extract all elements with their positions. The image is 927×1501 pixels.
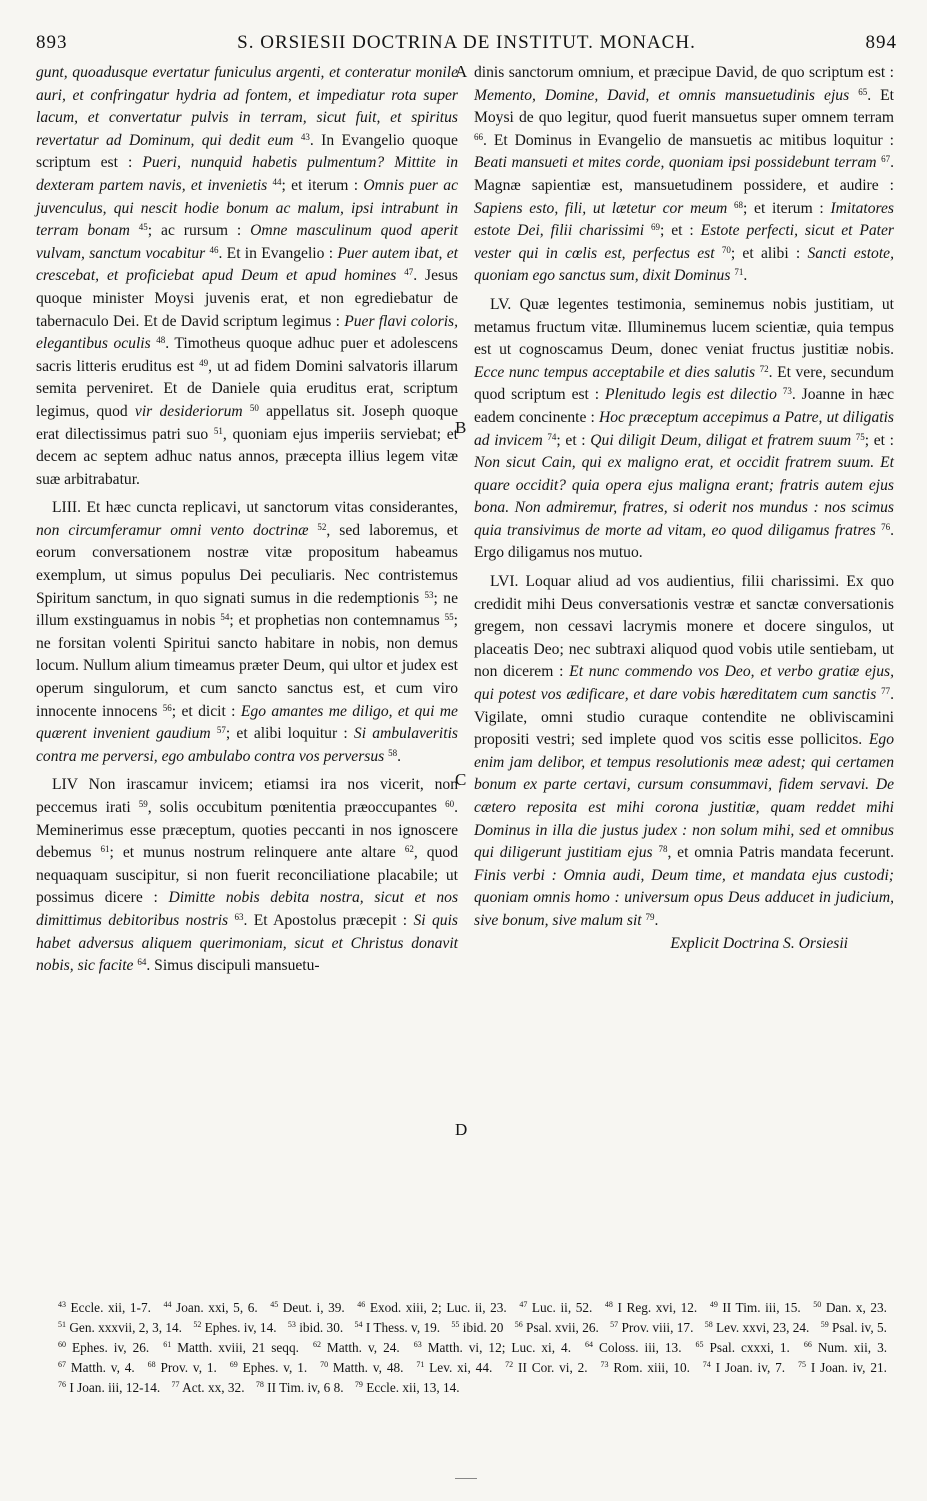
bottom-rule [455,1478,477,1479]
footnote-text: I Joan. iv, 7. [710,1360,786,1375]
footnote-number: 62 [312,1340,321,1349]
footnote-number: 47 [519,1300,528,1309]
footnote-text: Num. xii, 3. [811,1340,888,1355]
footnote-number: 53 [287,1320,296,1329]
footnote-item [821,1320,887,1335]
explicit-line: Explicit Doctrina S. Orsiesii [670,934,848,952]
footnote-item [320,1360,403,1375]
footnote-item [288,1320,343,1335]
footnote-number: 60 [58,1340,66,1349]
footnote-item [172,1380,245,1395]
footnote-number: 77 [171,1380,180,1389]
footnote-text: Psal. xvii, 26. [522,1320,599,1335]
page-number-right: 894 [865,32,897,53]
footnote-number: 74 [702,1360,711,1369]
footnote-number: 55 [451,1320,460,1329]
footnote-number: 58 [704,1320,713,1329]
footnote-item [256,1380,344,1395]
footnote-number: 64 [585,1340,594,1349]
footnote-text: Coloss. iii, 13. [593,1340,682,1355]
footnote-number: 63 [413,1340,422,1349]
footnote-number: 48 [604,1300,613,1309]
footnote-item [451,1320,503,1335]
footnote-item [505,1360,587,1375]
footnote-number: 43 [58,1300,66,1309]
footnote-item [804,1340,887,1355]
footnote-text: Matth. v, 48. [328,1360,404,1375]
left-column [36,62,458,978]
margin-letter-c: C [455,770,467,789]
footnote-text: Gen. xxxvii, 2, 3, 14. [66,1320,182,1335]
footnote-text: ibid. 30. [295,1320,344,1335]
margin-letter-d: D [455,1120,468,1139]
footnote-text: Prov. v, 1. [155,1360,217,1375]
footnote-item [58,1340,149,1355]
paragraph-continued-right: dinis sanctorum omnium, et præcipue David, de quo scriptum est : Memento, Domine, David, et omnis mansuetudinis ejus $^{65}$. Et Moysi de quo legitur, quod fuerit mansuetus super omnem terram $^{66}$. Et Dominus in Evangelio de mansuetis ac mitibus loquitur : Beati mansueti et mites corde, quoniam ipsi possidebunt terram $^{67}$. Magnæ sapientiæ est, mansuetudinem possidere, et audire : Sapiens esto, fili, ut lætetur cor meum $^{68}$; et iterum : Imitatores estote Dei, filii charissimi $^{69}$; et : Estote perfecti, sicut et Pater vester qui in cœlis est, perfectus est $^{70}$; et alibi : Sancti estote, quoniam ego sanctus sum, dixit Dominus $^{71}$. [474,64,895,285]
running-title: S. ORSIESII DOCTRINA DE INSTITUT. MONACH. [237,32,696,53]
footnote-item [355,1320,441,1335]
footnote-item [798,1360,887,1375]
footnote-item [148,1360,217,1375]
footnote-number: 56 [514,1320,523,1329]
footnote-text: II Tim. iv, 6 8. [263,1380,344,1395]
footnote-text: Exod. xiii, 2; Luc. ii, 23. [365,1300,507,1315]
page-number-left: 893 [36,32,68,53]
footnote-number: 67 [58,1360,66,1369]
footnote-text: I Thess. v, 19. [362,1320,441,1335]
footnote-item [414,1340,571,1355]
footnote-item [515,1320,599,1335]
margin-letter-b: B [455,418,467,437]
footnote-item [230,1360,307,1375]
footnote-number: 69 [229,1360,238,1369]
footnote-text: Ephes. v, 1. [237,1360,308,1375]
footnote-item [58,1380,160,1395]
footnote-text: Matth. v, 24. [320,1340,400,1355]
footnote-number: 45 [270,1300,279,1309]
paragraph-liv: LIV Non irascamur invicem; etiamsi ira nos vicerit, non peccemus irati $^{59}$, solis occubitum pœnitentia præoccupantes $^{60}$. Meminerimus esse præceptum, quoties peccanti in nos ignoscere debemus $^{61}$; et munus nostrum relinquere ante altare $^{62}$, quod nequaquam suscipitur, si non fuerit reconciliatione placabile; ut possimus dicere : Dimitte nobis debita nostra, sicut et nos dimittimus debitoribus nostris $^{63}$. Et Apostolus præcepit : Si quis habet adversus aliquem querimoniam, sicut et Christus donavit nobis, sic facite $^{64}$. Simus discipuli mansuetu- [36,776,459,975]
footnote-item [270,1300,344,1315]
footnote-number: 73 [600,1360,609,1369]
footnote-item [58,1360,135,1375]
footnote-text: Eccle. xii, 13, 14. [362,1380,460,1395]
footnote-text: I Reg. xvi, 12. [612,1300,698,1315]
footnote-item [416,1360,492,1375]
footnote-item [696,1340,790,1355]
footnote-number: 72 [505,1360,514,1369]
footnote-number: 59 [820,1320,829,1329]
footnote-text: Matth. xviii, 21 seqq. [171,1340,299,1355]
footnote-text: I Joan. iv, 21. [806,1360,887,1375]
footnote-number: 66 [803,1340,812,1349]
footnote-text: Matth. v, 4. [66,1360,135,1375]
paragraph-lv: LV. Quæ legentes testimonia, seminemus nobis justitiam, ut metamus fructum vitæ. Illuminemus lucem scientiæ, quia tempus est ut cognoscamus Deum, donec veniat fructus justitiæ nobis. Ecce nunc tempus acceptabile et dies salutis $^{72}$. Et vere, secundum quod scriptum est : Plenitudo legis est dilectio $^{73}$. Joanne in hæc eadem concinente : Hoc præceptum accepimus a Patre, ut diligatis ad invicem $^{74}$; et : Qui diligit Deum, diligat et fratrem suum $^{75}$; et : Non sicut Cain, qui ex maligno erat, et occidit fratrem suum. Et quare occidit? quia opera ejus maligna erant; fratris autem ejus bona. Non admiremur, fratres, si oderit nos mundus : nos scimus quia transivimus de morte ad vitam, eo quod diligamus fratres $^{76}$. Ergo diligamus nos mutuo. [474,295,894,562]
footnote-number: 61 [163,1340,172,1349]
footnote-item [601,1360,690,1375]
footnote-text: Rom. xiii, 10. [608,1360,690,1375]
footnote-number: 78 [255,1380,264,1389]
footnote-number: 49 [709,1300,718,1309]
footnote-item [355,1380,460,1395]
footnote-number: 52 [193,1320,202,1329]
footnote-number: 50 [813,1300,822,1309]
right-column [474,62,894,955]
footnote-text: Luc. ii, 52. [527,1300,593,1315]
footnote-text: Lev. xi, 44. [424,1360,493,1375]
running-header [36,32,897,58]
footnote-item [193,1320,276,1335]
footnote-text: Prov. viii, 17. [618,1320,694,1335]
footnote-item [357,1300,506,1315]
footnote-text: Ephes. iv, 14. [201,1320,277,1335]
footnote-text: Psal. cxxxi, 1. [703,1340,790,1355]
footnote-number: 57 [610,1320,619,1329]
footnote-item [164,1300,258,1315]
paragraph-continued: gunt, quoadusque evertatur funiculus argenti, et conteratur monile auri, et confringatur hydria ad fontem, et impediatur rota super lacum, et convertatur pulvis in terram, sicut fuit, et spiritus revertatur ad Dominum, qui dedit eum $^{43}$. In Evangelio quoque scriptum est : Pueri, nunquid habetis pulmentum? Mittite in dexteram partem navis, et invenietis $^{44}$; et iterum : Omnis puer ac juvenculus, qui nescit hodie bonum ac malum, ipsi intrabunt in terram bonam $^{45}$; ac rursum : Omne masculinum quod aperit vulvam, sanctum vocabitur $^{46}$. Et in Evangelio : Puer autem ibat, et crescebat, et proficiebat apud Deum et apud homines $^{47}$. Jesus quoque minister Moysi juvenis erat, et non egrediebatur de tabernaculo Dei. Et de David scriptum legimus : Puer flavi coloris, elegantibus oculis $^{48}$. Timotheus quoque adhuc puer et adolescens sacris litteris eruditus est $^{49}$, ut ad fidem Domini salvatoris illarum semita perveniret. Et de Daniele quia eruditus erat, scriptum legimus, quod vir desideriorum $^{50}$ appellatus sit. Joseph quoque erat dilectissimus patri suo $^{51}$, quoniam ejus imperiis serviebat; et decem ac septem adhuc natus annos, præcepta illius legem vitæ suæ arbitrabatur. [36,64,459,488]
footnote-item [605,1300,697,1315]
footnote-text: II Cor. vi, 2. [513,1360,588,1375]
footnote-number: 65 [695,1340,704,1349]
footnote-text: II Tim. iii, 15. [717,1300,801,1315]
footnote-item [58,1320,182,1335]
footnote-item [313,1340,400,1355]
footnote-text: Eccle. xii, 1-7. [66,1300,151,1315]
footnote-text: Act. xx, 32. [179,1380,245,1395]
footnote-text: Matth. vi, 12; Luc. xi, 4. [421,1340,572,1355]
margin-letter-a: A [455,62,468,81]
footnote-text: Ephes. iv, 26. [66,1340,150,1355]
footnote-number: 79 [354,1380,363,1389]
footnote-number: 75 [798,1360,806,1369]
footnote-number: 44 [163,1300,172,1309]
footnote-text: I Joan. iii, 12-14. [66,1380,161,1395]
footnote-text: Joan. xxi, 5, 6. [171,1300,258,1315]
footnote-text: Dan. x, 23. [821,1300,888,1315]
footnote-item [703,1360,785,1375]
footnote-text: Psal. iv, 5. [828,1320,887,1335]
paragraph-lvi: LVI. Loquar aliud ad vos audientius, filii charissimi. Ex quo credidit mihi Deus conversationis vestræ et sanctæ conversationis gregem, non cessavi lacrymis monere et docere singulos, ut placeatis Deo; nec subtraxi aliquod quod vobis utile sentiebam, ut non dicerem : Et nunc commendo vos Deo, et verbo gratiæ ejus, qui potest vos ædificare, et dare vobis hæreditatem cum sanctis $^{77}$. Vigilate, omni studio curaque contendite ne obliviscamini propositi vestri; sed implete quod vos scitis esse pollicitos. Ego enim jam delibor, et tempus resolutionis meæ adest; qui certamen bonum ex parte certavi, cursum consummavi, fidem servavi. De cætero reposita est mihi corona justitiæ, quam reddet mihi Dominus in illa die justus judex : non solum mihi, sed et omnibus qui diligerunt justitiam ejus $^{78}$, et omnia Patris mandata fecerunt. Finis verbi : Omnia audi, Deum time, et mandata ejus custodi; quoniam omnis homo : universum opus Deus adducet in judicium, sive bonum, sive malum sit $^{79}$. [474,573,894,929]
footnote-item [519,1300,592,1315]
footnote-item [705,1320,810,1335]
footnote-number: 76 [58,1380,66,1389]
footnote-item [813,1300,887,1315]
footnote-number: 71 [416,1360,425,1369]
footnote-text: Lev. xxvi, 23, 24. [712,1320,810,1335]
footnote-item [710,1300,801,1315]
footnotes [58,1298,895,1398]
footnote-number: 46 [357,1300,366,1309]
footnote-number: 70 [320,1360,329,1369]
footnote-number: 51 [58,1320,66,1329]
footnote-item [58,1300,151,1315]
footnote-item [585,1340,682,1355]
footnote-text: ibid. 20 [459,1320,504,1335]
footnote-number: 68 [147,1360,156,1369]
footnote-item [163,1340,299,1355]
footnote-item [610,1320,693,1335]
footnote-number: 54 [354,1320,363,1329]
footnote-text: Deut. i, 39. [278,1300,345,1315]
paragraph-liii: LIII. Et hæc cuncta replicavi, ut sanctorum vitas considerantes, non circumferamur omni vento doctrinæ $^{52}$, sed laboremus, et eorum conversationem nostræ vitæ propositum habeamus exemplum, ut simus populus Dei peculiaris. Nec contristemus Spiritum sanctum, in quo signati sumus in die redemptionis $^{53}$; ne illum exstinguamus in nobis $^{54}$; et prophetias non contemnamus $^{55}$; ne forsitan volenti Spiritui sancto habitare in nobis, non demus locum. Nullum alium timeamus præter Deum, qui ultor et judex est operum singulorum, et cum sancto sanctus est, et cum viro innocente innocens $^{56}$; et dicit : Ego amantes me diligo, et qui me quærent invenient gaudium $^{57}$; et alibi loquitur : Si ambulaveritis contra me perversi, ego ambulabo contra vos perversus $^{58}$. [36,499,458,765]
